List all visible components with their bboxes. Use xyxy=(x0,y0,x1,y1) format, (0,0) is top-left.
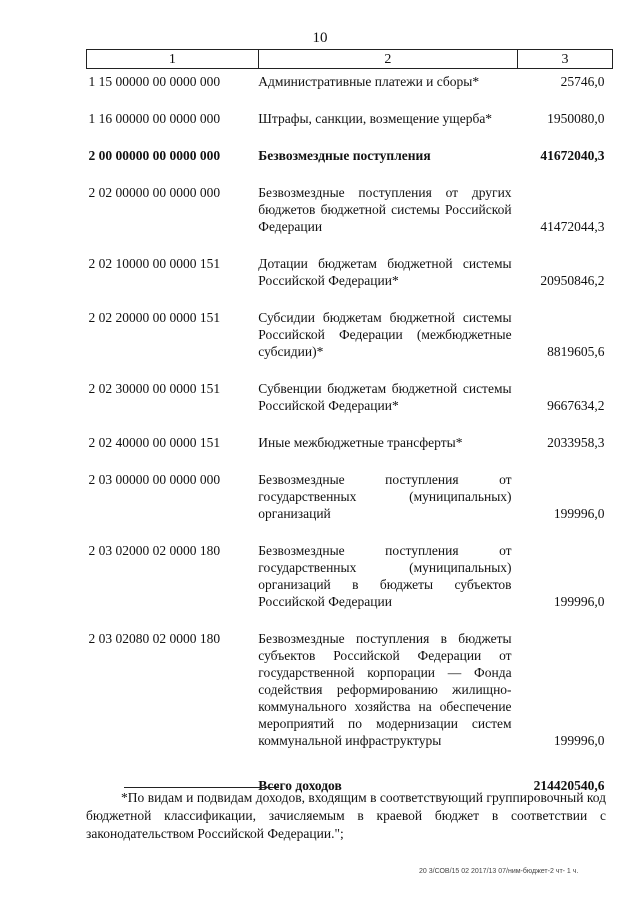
row-amount: 41672040,3 xyxy=(540,148,605,163)
table-row xyxy=(87,251,613,305)
table-header-row xyxy=(87,50,613,69)
row-name: Безвозмездные поступления в бюджеты субъектов Российской Федерации от государственной корпорации — Фонда содействия реформированию жилищно-коммунального хозяйства на обеспечение мероприятий по модернизации систем коммунальной инфраструктуры xyxy=(258,631,512,748)
table-row xyxy=(87,143,613,180)
row-name: Безвозмездные поступления от государственных (муниципальных) организаций xyxy=(258,472,512,521)
total-amount: 214420540,6 xyxy=(533,778,605,793)
table-row xyxy=(87,467,613,538)
row-name: Субвенции бюджетам бюджетной системы Российской Федерации* xyxy=(258,381,512,413)
table-row xyxy=(87,626,613,765)
table-row xyxy=(87,305,613,376)
row-amount: 8819605,6 xyxy=(547,344,605,359)
table-row xyxy=(87,430,613,467)
row-code: 2 00 00000 00 0000 000 xyxy=(88,148,221,163)
table-row xyxy=(87,538,613,626)
row-amount: 20950846,2 xyxy=(540,273,605,288)
table-body xyxy=(87,69,613,766)
row-amount: 25746,0 xyxy=(560,74,605,89)
row-amount: 199996,0 xyxy=(553,733,605,748)
row-name: Безвозмездные поступления от других бюджетов бюджетной системы Российской Федерации xyxy=(258,185,512,234)
table-row xyxy=(87,180,613,251)
row-code: 2 03 02080 02 0000 180 xyxy=(88,631,221,646)
row-code: 1 15 00000 00 0000 000 xyxy=(88,74,221,89)
row-code: 2 02 10000 00 0000 151 xyxy=(88,256,221,271)
row-code: 2 03 02000 02 0000 180 xyxy=(88,543,221,558)
row-amount: 41472044,3 xyxy=(540,219,605,234)
header-col-1: 1 xyxy=(87,50,259,69)
row-name: Безвозмездные поступления xyxy=(258,148,431,163)
row-amount: 199996,0 xyxy=(553,506,605,521)
row-amount: 9667634,2 xyxy=(547,398,605,413)
table-row xyxy=(87,69,613,107)
row-name: Иные межбюджетные трансферты* xyxy=(258,435,463,450)
row-code: 2 02 40000 00 0000 151 xyxy=(88,435,221,450)
budget-table xyxy=(86,49,613,794)
row-code: 2 03 00000 00 0000 000 xyxy=(88,472,221,487)
row-name: Штрафы, санкции, возмещение ущерба* xyxy=(258,111,493,126)
row-name: Административные платежи и сборы* xyxy=(258,74,480,89)
document-id: 20 3/СОВ/15 02 2017/13 07/ним-бюджет-2 чт- 1 ч. xyxy=(419,868,579,875)
footnote-divider xyxy=(124,787,279,788)
total-label: Всего доходов xyxy=(258,778,342,793)
row-amount: 199996,0 xyxy=(553,594,605,609)
header-col-2: 2 xyxy=(258,50,517,69)
row-name: Безвозмездные поступления от государственных (муниципальных) организаций в бюджеты субъектов Российской Федерации xyxy=(258,543,512,609)
table-row xyxy=(87,106,613,143)
row-name: Дотации бюджетам бюджетной системы Российской Федерации* xyxy=(258,256,512,288)
table-row xyxy=(87,376,613,430)
row-amount: 1950080,0 xyxy=(547,111,605,126)
row-code: 2 02 00000 00 0000 000 xyxy=(88,185,221,200)
row-name: Субсидии бюджетам бюджетной системы Российской Федерации (межбюджетные субсидии)* xyxy=(258,310,512,359)
row-amount: 2033958,3 xyxy=(547,435,605,450)
header-col-3: 3 xyxy=(518,50,613,69)
page-number: 10 xyxy=(312,30,328,46)
row-code: 2 02 20000 00 0000 151 xyxy=(88,310,221,325)
footnote: *По видам и подвидам доходов, входящим в соответствующий группировочный код бюджетной классификации, зачисляемым в краевой бюджет в соответствии с законодательством Российской Федерации."; xyxy=(86,790,606,841)
row-code: 2 02 30000 00 0000 151 xyxy=(88,381,221,396)
row-code: 1 16 00000 00 0000 000 xyxy=(88,111,221,126)
